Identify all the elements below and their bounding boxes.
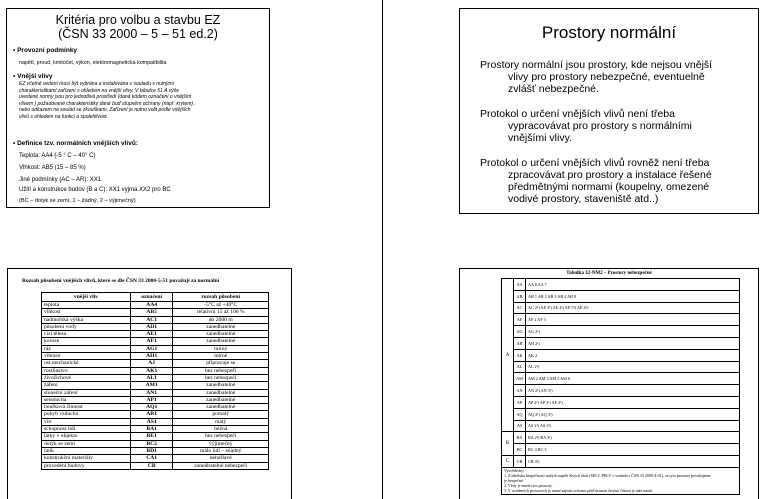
table-cell: malý	[173, 418, 269, 425]
table-cell: AS1	[130, 418, 173, 425]
table-row	[502, 302, 740, 314]
table-cell: zanedbatelné	[173, 323, 269, 330]
table-cell: AN1	[130, 389, 173, 396]
table-cell: bez nebezpečí	[173, 433, 269, 440]
table-cell: CB	[130, 462, 173, 469]
code-cell: AL	[514, 361, 526, 373]
table-cell: běžná	[173, 426, 269, 433]
slide-title	[7, 13, 269, 41]
section-normal-definitions	[13, 140, 265, 205]
code-cell: AB	[514, 290, 526, 302]
code-cell: AS	[514, 420, 526, 432]
table-row	[42, 404, 269, 411]
hazard-table	[501, 278, 740, 468]
table-row	[502, 444, 740, 456]
table-cell: výjimečný	[173, 440, 269, 447]
table-cell: mírný	[173, 345, 269, 352]
line: Prostory normální jsou prostory, kde nejsou vnější	[480, 59, 713, 71]
table-cell: koroze	[42, 338, 131, 345]
text-line: vlivů s ohledem na funkci a spolehlivost.	[19, 113, 108, 120]
group-cell: B	[502, 432, 514, 456]
value-cell: AH 2¹)	[526, 337, 740, 349]
table-cell: provedení budovy	[42, 462, 131, 469]
title-line-1: Kritéria pro volbu a stavbu EZ	[55, 13, 221, 27]
table-row	[42, 345, 269, 352]
definition-line: Vlhkost: AB5 (15 – 85 %)	[19, 165, 86, 171]
slide-criteria	[6, 8, 270, 208]
line: vlivy pro prostory nebezpečné, eventuelně	[508, 71, 705, 83]
table-row	[42, 367, 269, 374]
table-cell: seismicita	[42, 396, 131, 403]
table-cell: pomalý	[173, 411, 269, 418]
line: Protokol o určení vnějších vlivů rovněž není třeba	[480, 157, 710, 169]
table-row	[502, 408, 740, 420]
table-row	[502, 337, 740, 349]
table-cell: dotyk se zemí	[42, 440, 131, 447]
bullet-heading: • Definice tzv. normálních vnějších vlivů:	[13, 140, 265, 148]
line: vypracovávat pro prostory s normálními	[508, 120, 692, 132]
group-cell: C	[502, 455, 514, 467]
text-line: nebo odkazem na soulad se zkouškami. Zařízení je nutno volit podle vnějších	[19, 107, 191, 114]
paragraph	[480, 108, 748, 144]
code-cell: CB	[514, 455, 526, 467]
table-row	[502, 349, 740, 361]
table-row	[42, 360, 269, 367]
table-row	[502, 455, 740, 467]
title-line-2: (ČSN 33 2000 – 5 – 51 ed.2)	[58, 27, 218, 41]
definition-line: Jiné podmínky (AC – AR): XX1	[19, 177, 102, 183]
table-cell: BE1	[130, 433, 173, 440]
table-cell: cizí tělesa	[42, 331, 131, 338]
table-cell: působení vody	[42, 323, 131, 330]
table-cell: málo lidí – snadný	[173, 447, 269, 454]
table-cell: AG1	[130, 345, 173, 352]
table-cell: AD1	[130, 323, 173, 330]
line: zpracovávat pro prostory a instalace řešené	[508, 169, 712, 181]
table-cell: AA4	[130, 302, 173, 309]
table-cell: bouřková činnost	[42, 404, 131, 411]
section-operating-conditions	[13, 47, 265, 67]
line: vnějšími vlivy.	[508, 132, 572, 144]
footnotes	[501, 467, 740, 495]
definition-line: Teplota: AA4 (-5 ° C – 40° C)	[19, 153, 96, 159]
table-row	[502, 290, 740, 302]
code-cell: AH	[514, 337, 526, 349]
table-cell: mírné	[173, 353, 269, 360]
text-line: EZ včetně vedení musí být vybrána a instalována v souladu s nutnými	[19, 81, 174, 87]
table-row	[502, 326, 740, 338]
table-cell: bez nebezpečí	[173, 374, 269, 381]
table-cell: AE1	[130, 331, 173, 338]
table-cell: BA1	[130, 426, 173, 433]
text-line: vlivem ) požadované charakteristiky dané buď stupněm ochrany (např. krytem) ,	[19, 100, 196, 107]
table-row	[42, 396, 269, 403]
table-cell: AH1	[130, 353, 173, 360]
table-cell: BD1	[130, 447, 173, 454]
definition-line: (BC – dotyk se zemí, 1 – žádný, 2 – výjimečný)	[19, 198, 136, 204]
bullet-text: napětí, proud, kmitočet, výkon, elektromagnetická kompatibilita	[19, 60, 167, 66]
table-caption: Tabulka 32-NM2 – Prostory nebezpečné	[566, 271, 652, 276]
table-cell: AP1	[130, 396, 173, 403]
table-cell: bez nebezpečí	[173, 367, 269, 374]
line: vodivé prostory, staveniště atd..)	[508, 193, 659, 205]
table-row	[502, 396, 740, 408]
table-cell: relativní 15 až 100 %	[173, 309, 269, 316]
table-row	[502, 361, 740, 373]
code-cell: AK	[514, 349, 526, 361]
table-row	[42, 338, 269, 345]
table-cell: ráz	[42, 345, 131, 352]
value-cell: AS 2¹) AS 3¹)	[526, 420, 740, 432]
table-cell: AM1	[130, 382, 173, 389]
code-cell: AQ	[514, 408, 526, 420]
value-cell: AQ 2¹) AQ 3¹)	[526, 408, 740, 420]
code-cell: AC	[514, 302, 526, 314]
table-row	[42, 433, 269, 440]
line: Protokol o určení vnějších vlivů není třeba	[480, 108, 675, 120]
table-row	[42, 411, 269, 418]
table-row	[42, 426, 269, 433]
table-cell: únik	[42, 447, 131, 454]
table-cell: schopnost lidí	[42, 426, 131, 433]
table-row	[42, 455, 269, 462]
header-cell: vnější vliv	[42, 293, 131, 302]
table-cell: AK1	[130, 367, 173, 374]
table-cell: do 2000 m	[173, 316, 269, 323]
table-cell: AL1	[130, 374, 173, 381]
table-cell: záření	[42, 382, 131, 389]
paragraph	[480, 59, 748, 95]
bullet-heading: • Provozní podmínky	[13, 47, 265, 55]
value-cell: AF 2 AF 3	[526, 314, 740, 326]
value-cell: AB 1 AB 2 AB 3 AB 4 AB 8	[526, 290, 740, 302]
table-row	[42, 418, 269, 425]
table-row	[502, 279, 740, 291]
value-cell: AK 2	[526, 349, 740, 361]
code-cell: AG	[514, 326, 526, 338]
table-row	[42, 302, 269, 309]
header-cell: označení	[130, 293, 173, 302]
value-cell: CB 4¹)	[526, 455, 740, 467]
table-cell: AF1	[130, 338, 173, 345]
value-cell: BC 4 BC 3	[526, 444, 740, 456]
table-cell: rostlinstvo	[42, 367, 131, 374]
table-row	[42, 309, 269, 316]
table-cell: zanedbatelné	[173, 396, 269, 403]
table-cell: pohyb vzduchu	[42, 411, 131, 418]
table-cell: zanedbatelné	[173, 338, 269, 345]
line: předmětnými normami (koupelny, omezené	[508, 181, 710, 193]
footnote-line: 3. V uvedených prostorech je nutné zajistit ochranu před úrazem živými částmi je také nutné.	[504, 488, 654, 493]
code-cell: BC	[514, 444, 526, 456]
group-cell: A	[502, 279, 514, 432]
table-caption: Rozsah působení vnějších vlivů, které se dle ČSN 33 2000-5-51 považují za normální	[22, 278, 220, 284]
table-cell: zanedbatelné	[173, 382, 269, 389]
section-external-influences	[13, 73, 265, 121]
code-cell: AA	[514, 279, 526, 291]
table-cell: AQ1	[130, 404, 173, 411]
table-row	[42, 353, 269, 360]
table-cell: nadmořská výška	[42, 316, 131, 323]
table-cell: -5°C až +40°C	[173, 302, 269, 309]
table-cell: AC1	[130, 316, 173, 323]
table-header-row	[42, 293, 269, 302]
value-cell: AN 2¹) AN 3¹)	[526, 385, 740, 397]
table-cell: sluneční záření	[42, 389, 131, 396]
code-cell: AM	[514, 373, 526, 385]
paragraph	[480, 157, 748, 205]
footnote-line: je bezpečné.	[504, 478, 524, 483]
table-cell: AR1	[130, 411, 173, 418]
table-cell: připravuje se	[173, 360, 269, 367]
table-row	[502, 373, 740, 385]
slide-hazardous-spaces-table	[459, 268, 759, 499]
table-cell: teplota	[42, 302, 131, 309]
slide-normal-spaces	[459, 8, 759, 214]
code-cell: AF	[514, 314, 526, 326]
definition-line: Užití a konstrukce budov (B a C): XX1 vyjma XX2 pro BC	[19, 187, 171, 193]
table-row	[502, 420, 740, 432]
table-cell: živočichové	[42, 374, 131, 381]
table-row	[42, 323, 269, 330]
footnote-line: 2. Vždy je nutné tyto prostory.	[504, 483, 553, 488]
line: zvlášť nebezpečné.	[508, 83, 599, 95]
table-row	[502, 432, 740, 444]
table-row	[502, 385, 740, 397]
table-cell: BC2	[130, 440, 173, 447]
table-cell: vibrace	[42, 353, 131, 360]
value-cell: AM 2 AM 3 AM 5 AM 6	[526, 373, 740, 385]
code-cell: AN	[514, 385, 526, 397]
value-cell: AC 2¹) AE 3¹) AE 4¹) AE 5¹) AE 6¹)	[526, 302, 740, 314]
value-cell: AA 6 AA 7	[526, 279, 740, 291]
table-row	[42, 316, 269, 323]
influences-table	[41, 292, 269, 470]
value-cell: AL 2¹)	[526, 361, 740, 373]
table-cell: nehořlavé	[173, 455, 269, 462]
table-row	[42, 382, 269, 389]
footnote-line: 1. Z hlediska bezpečnosti malých napětí živých částí (SELV, PELV v souladu s ČSN 33 2000-4-41), za tyto prostory považujeme	[504, 473, 711, 478]
slide-normal-influences-table	[7, 268, 292, 499]
code-cell: BA	[514, 432, 526, 444]
table-row	[42, 374, 269, 381]
table-cell: AJ	[130, 360, 173, 367]
table-cell: ost.mechanické	[42, 360, 131, 367]
table-cell: zanedbatelné	[173, 389, 269, 396]
table-row	[42, 447, 269, 454]
value-cell: BA 2²) BA 3¹)	[526, 432, 740, 444]
bullet-heading: • Vnější vlivy	[13, 73, 265, 81]
table-row	[42, 331, 269, 338]
value-cell: AP 2¹) AP 3¹) AP 4¹)	[526, 396, 740, 408]
text-line: charakteristikami zařízení s ohledem na vnější vlivy. V tabulce 51.A výše	[19, 87, 180, 94]
table-cell: konstrukční materiály	[42, 455, 131, 462]
table-row	[42, 440, 269, 447]
center-divider	[382, 0, 383, 499]
table-cell: zanedbatelné	[173, 331, 269, 338]
slide-title: Prostory normální	[541, 23, 677, 42]
value-cell: AG 2¹)	[526, 326, 740, 338]
table-cell: zanedbatelné nebezpečí	[173, 462, 269, 469]
table-cell: vítr	[42, 418, 131, 425]
table-cell: AB5	[130, 309, 173, 316]
text-line: uvedené normy jsou pro jednotlivá prostředí (daná kódem označení o vnějším	[19, 94, 192, 101]
code-cell: AP	[514, 396, 526, 408]
table-row	[42, 462, 269, 469]
table-row	[42, 389, 269, 396]
table-cell: CA1	[130, 455, 173, 462]
table-row	[502, 314, 740, 326]
table-cell: látky v objektu	[42, 433, 131, 440]
table-cell: vlhkost	[42, 309, 131, 316]
footnote-line: Vysvětlivky:	[504, 468, 525, 473]
header-cell: rozsah působení	[173, 293, 269, 302]
table-cell: zanedbatelné	[173, 404, 269, 411]
